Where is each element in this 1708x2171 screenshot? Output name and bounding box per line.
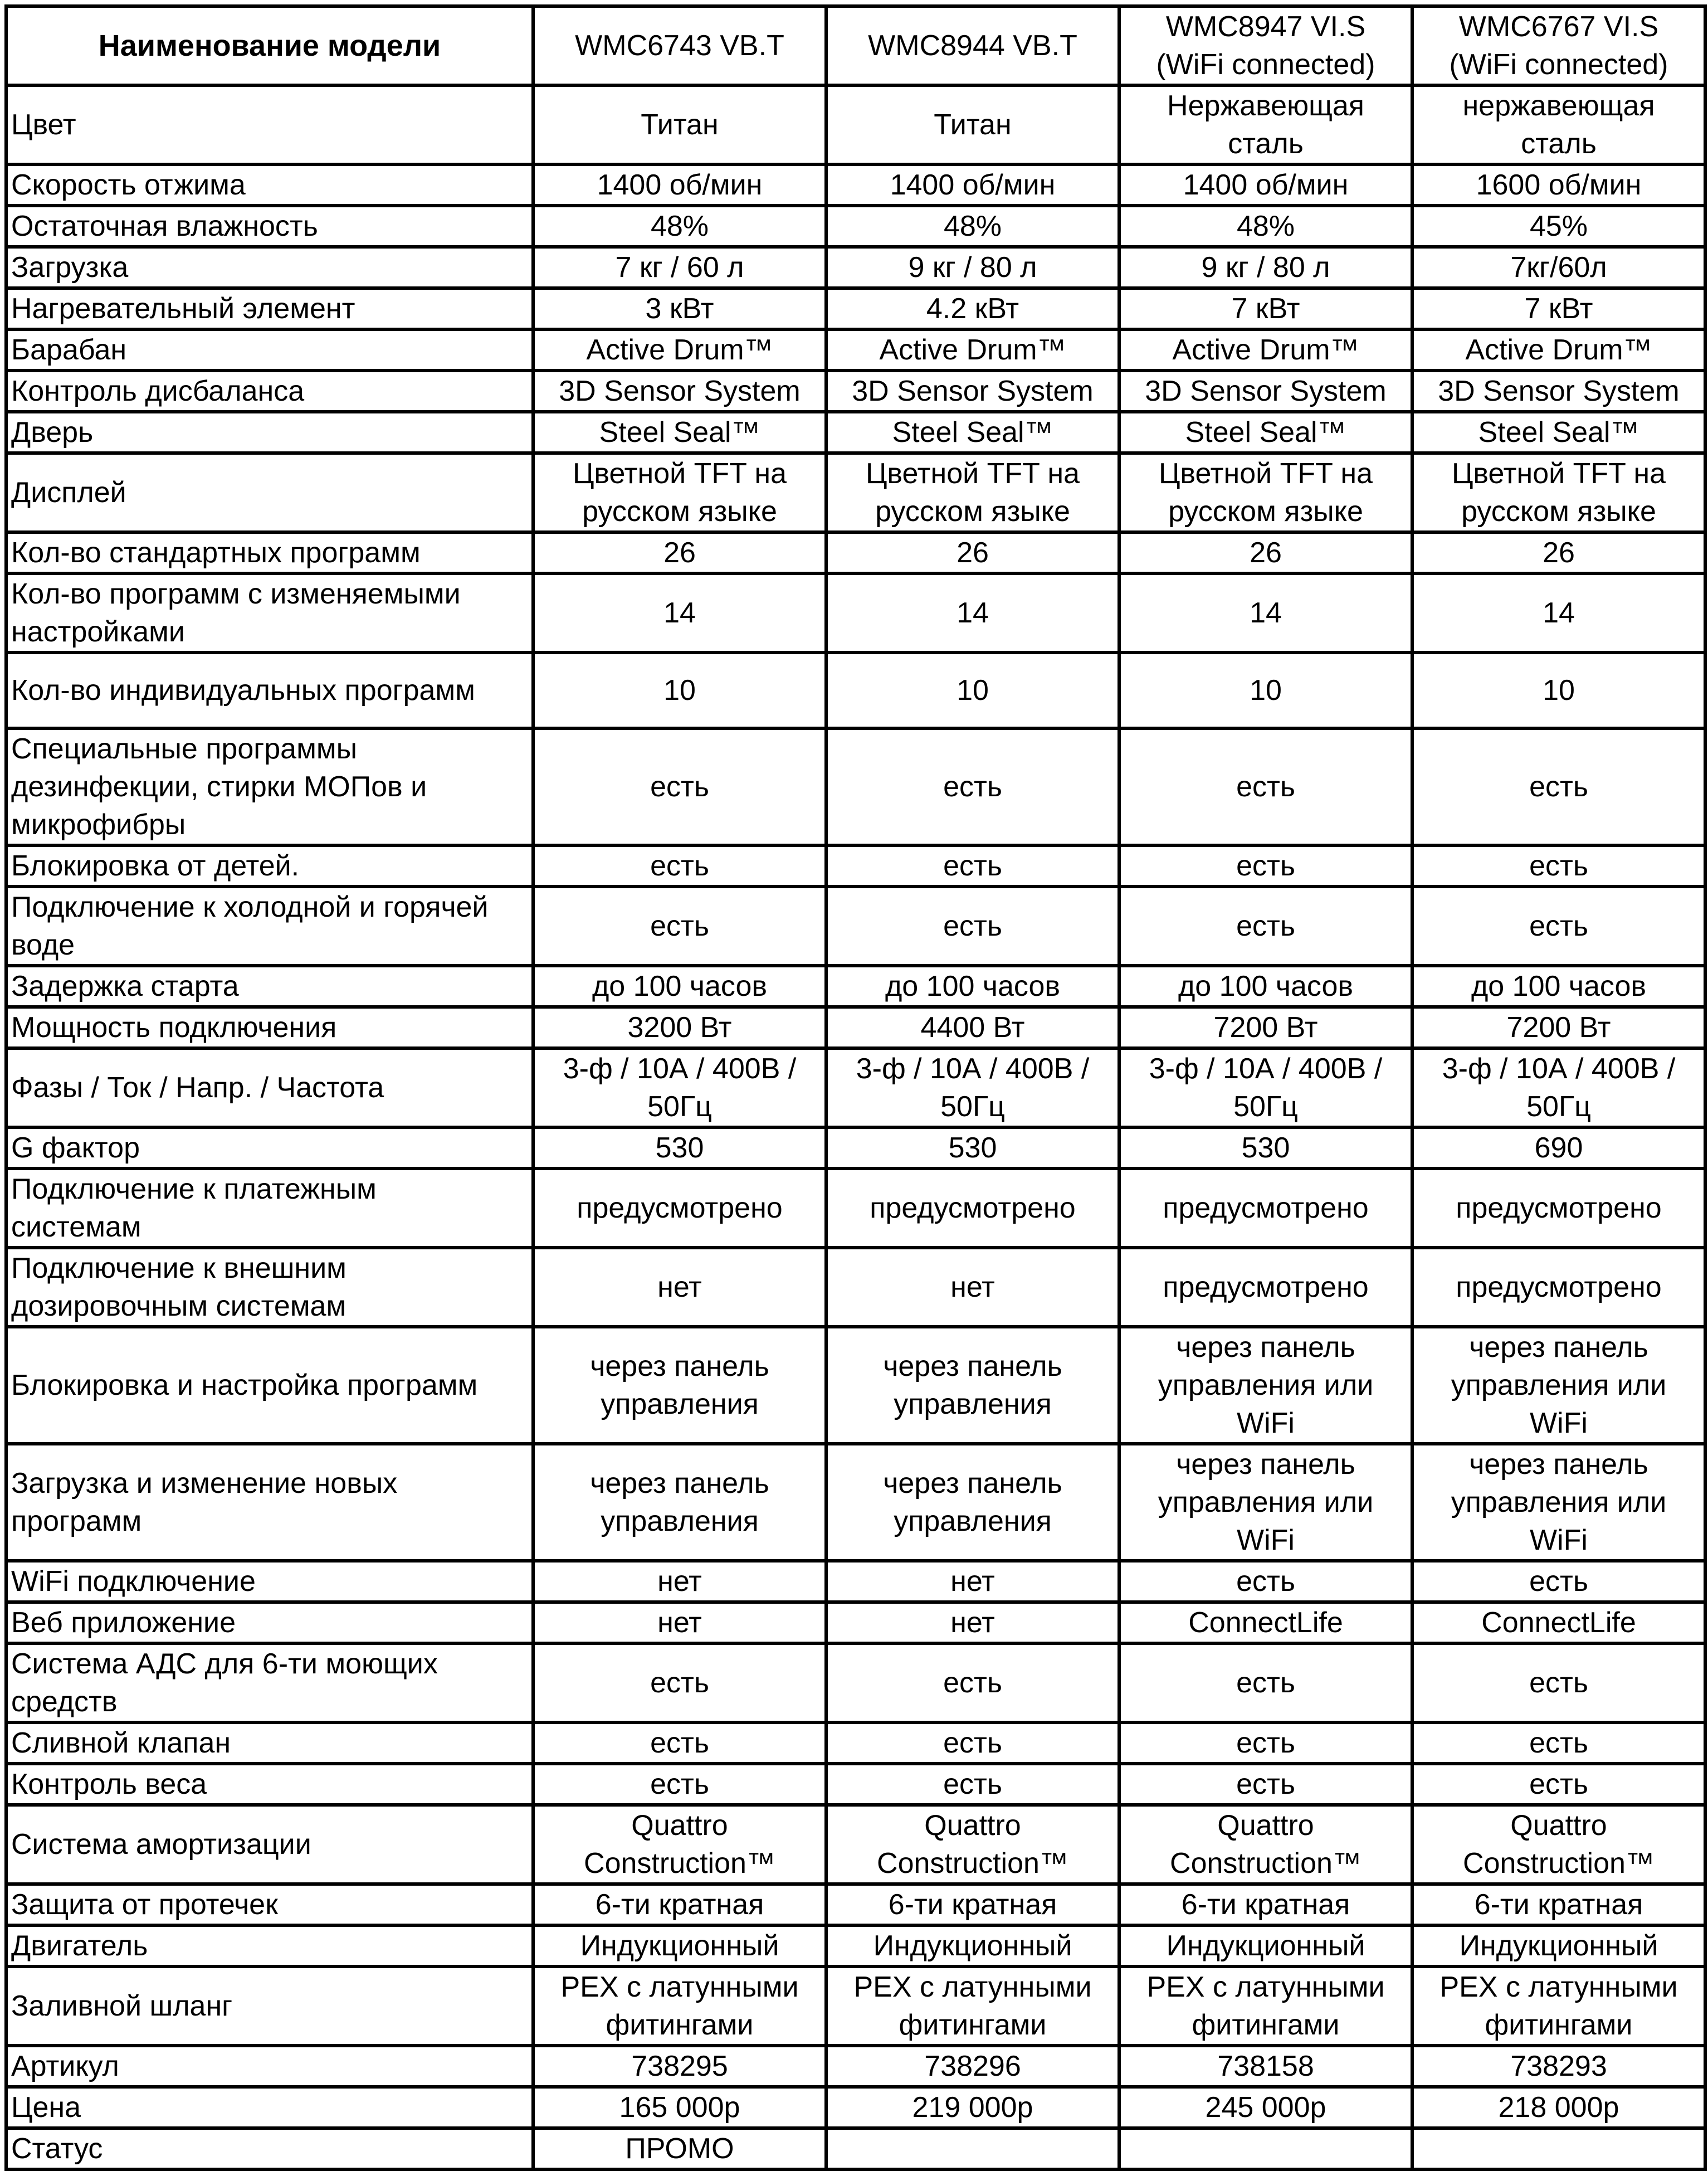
- spec-value-cell: 530: [533, 1127, 826, 1169]
- table-row: [6, 247, 1705, 288]
- table-row: [6, 1561, 1705, 1602]
- spec-value-cell: 3-ф / 10А / 400В / 50Гц: [1119, 1048, 1412, 1127]
- header-row: [6, 6, 1705, 85]
- table-row: [6, 2128, 1705, 2169]
- spec-value-cell: есть: [1412, 1643, 1705, 1722]
- spec-value-cell: 3D Sensor System: [533, 371, 826, 412]
- spec-value-cell: через панель управления или WiFi: [1119, 1327, 1412, 1444]
- table-row: [6, 1966, 1705, 2046]
- spec-value-cell: есть: [1119, 845, 1412, 887]
- spec-value-cell: [1119, 2128, 1412, 2169]
- spec-value-cell: есть: [533, 1643, 826, 1722]
- table-row: [6, 164, 1705, 206]
- model-name: WMC8947 VI.S (WiFi connected): [1119, 6, 1412, 85]
- spec-value-cell: предусмотрено: [1412, 1169, 1705, 1248]
- row-label: Заливной шланг: [6, 1966, 533, 2046]
- model-name: WMC6767 VI.S (WiFi connected): [1412, 6, 1705, 85]
- spec-value-cell: есть: [1119, 1643, 1412, 1722]
- spec-value-cell: ConnectLife: [1412, 1602, 1705, 1643]
- spec-value-cell: через панель управления: [826, 1444, 1119, 1561]
- row-label: Двигатель: [6, 1925, 533, 1966]
- spec-value-cell: Active Drum™: [1412, 329, 1705, 371]
- spec-value-cell: есть: [1412, 728, 1705, 845]
- spec-value-cell: 26: [1412, 532, 1705, 573]
- spec-value-cell: есть: [533, 845, 826, 887]
- spec-value-cell: есть: [533, 887, 826, 966]
- row-label: Подключение к платежным системам: [6, 1169, 533, 1248]
- spec-value-cell: нет: [826, 1248, 1119, 1327]
- table-row: [6, 1643, 1705, 1722]
- spec-value-cell: ПРОМО: [533, 2128, 826, 2169]
- table-row: [6, 85, 1705, 164]
- spec-value-cell: есть: [826, 1764, 1119, 1805]
- model-name: WMC6743 VB.T: [533, 6, 826, 85]
- table-row: [6, 1444, 1705, 1561]
- table-row: [6, 1925, 1705, 1966]
- row-label: Кол-во стандартных программ: [6, 532, 533, 573]
- spec-value-cell: 7 кг / 60 л: [533, 247, 826, 288]
- spec-value-cell: 10: [533, 653, 826, 728]
- table-row: [6, 887, 1705, 966]
- table-row: [6, 1764, 1705, 1805]
- spec-value-cell: 1400 об/мин: [826, 164, 1119, 206]
- spec-value-cell: 9 кг / 80 л: [1119, 247, 1412, 288]
- spec-value-cell: Steel Seal™: [533, 412, 826, 453]
- row-label: Подключение к холодной и горячей воде: [6, 887, 533, 966]
- spec-value-cell: есть: [826, 1643, 1119, 1722]
- row-label: Контроль веса: [6, 1764, 533, 1805]
- table-row: [6, 412, 1705, 453]
- spec-value-cell: Цветной TFT на русском языке: [1119, 453, 1412, 532]
- spec-value-cell: есть: [1412, 1764, 1705, 1805]
- spec-value-cell: через панель управления или WiFi: [1412, 1327, 1705, 1444]
- spec-value-cell: 7200 Вт: [1119, 1007, 1412, 1048]
- spec-value-cell: Цветной TFT на русском языке: [826, 453, 1119, 532]
- spec-value-cell: предусмотрено: [1119, 1248, 1412, 1327]
- spec-value-cell: 1400 об/мин: [533, 164, 826, 206]
- spec-value-cell: 690: [1412, 1127, 1705, 1169]
- table-row: [6, 371, 1705, 412]
- spec-value-cell: через панель управления: [533, 1444, 826, 1561]
- spec-value-cell: предусмотрено: [1412, 1248, 1705, 1327]
- spec-value-cell: есть: [1119, 728, 1412, 845]
- table-row: [6, 1722, 1705, 1764]
- spec-value-cell: Quattro Construction™: [826, 1805, 1119, 1884]
- spec-value-cell: 3D Sensor System: [1412, 371, 1705, 412]
- row-label: Подключение к внешним дозировочным системам: [6, 1248, 533, 1327]
- spec-value-cell: 26: [826, 532, 1119, 573]
- row-label: G фактор: [6, 1127, 533, 1169]
- spec-value-cell: 218 000р: [1412, 2087, 1705, 2128]
- spec-value-cell: предусмотрено: [1119, 1169, 1412, 1248]
- spec-value-cell: Steel Seal™: [1412, 412, 1705, 453]
- spec-value-cell: есть: [1412, 845, 1705, 887]
- spec-value-cell: 14: [826, 573, 1119, 653]
- spec-value-cell: 738296: [826, 2046, 1119, 2087]
- spec-value-cell: нет: [533, 1248, 826, 1327]
- row-label: Артикул: [6, 2046, 533, 2087]
- spec-value-cell: Quattro Construction™: [1412, 1805, 1705, 1884]
- spec-value-cell: 14: [1119, 573, 1412, 653]
- spec-rows: [6, 85, 1705, 2169]
- spec-value-cell: есть: [533, 1722, 826, 1764]
- table-row: [6, 1007, 1705, 1048]
- spec-value-cell: есть: [1119, 1722, 1412, 1764]
- spec-value-cell: 219 000р: [826, 2087, 1119, 2128]
- table-row: [6, 329, 1705, 371]
- spec-value-cell: через панель управления: [826, 1327, 1119, 1444]
- table-row: [6, 1169, 1705, 1248]
- spec-value-cell: есть: [1119, 1764, 1412, 1805]
- spec-value-cell: 48%: [826, 206, 1119, 247]
- spec-value-cell: нет: [826, 1602, 1119, 1643]
- spec-value-cell: 3200 Вт: [533, 1007, 826, 1048]
- row-label: Защита от протечек: [6, 1884, 533, 1925]
- spec-value-cell: Quattro Construction™: [1119, 1805, 1412, 1884]
- spec-value-cell: 7 кВт: [1412, 288, 1705, 329]
- row-label: Цвет: [6, 85, 533, 164]
- row-label: Нагревательный элемент: [6, 288, 533, 329]
- spec-value-cell: Active Drum™: [826, 329, 1119, 371]
- table-row: [6, 2087, 1705, 2128]
- spec-value-cell: 4.2 кВт: [826, 288, 1119, 329]
- spec-value-cell: Титан: [533, 85, 826, 164]
- spec-value-cell: 10: [1119, 653, 1412, 728]
- spec-value-cell: 245 000р: [1119, 2087, 1412, 2128]
- spec-value-cell: 738158: [1119, 2046, 1412, 2087]
- spec-value-cell: 26: [1119, 532, 1412, 573]
- spec-value-cell: есть: [1119, 1561, 1412, 1602]
- spec-value-cell: 10: [1412, 653, 1705, 728]
- spec-value-cell: есть: [533, 728, 826, 845]
- table-row: [6, 966, 1705, 1007]
- spec-value-cell: 3-ф / 10А / 400В / 50Гц: [826, 1048, 1119, 1127]
- spec-value-cell: 45%: [1412, 206, 1705, 247]
- spec-value-cell: до 100 часов: [826, 966, 1119, 1007]
- spec-value-cell: через панель управления или WiFi: [1412, 1444, 1705, 1561]
- spec-value-cell: есть: [1412, 887, 1705, 966]
- spec-value-cell: есть: [826, 845, 1119, 887]
- spec-value-cell: есть: [533, 1764, 826, 1805]
- row-label: Дисплей: [6, 453, 533, 532]
- spec-value-cell: 7200 Вт: [1412, 1007, 1705, 1048]
- spec-value-cell: Нержавеющая сталь: [1119, 85, 1412, 164]
- spec-value-cell: Индукционный: [1412, 1925, 1705, 1966]
- spec-value-cell: 48%: [1119, 206, 1412, 247]
- spec-value-cell: 48%: [533, 206, 826, 247]
- spec-value-cell: PEX с латунными фитингами: [1412, 1966, 1705, 2046]
- spec-value-cell: 1400 об/мин: [1119, 164, 1412, 206]
- row-label: Остаточная влажность: [6, 206, 533, 247]
- spec-value-cell: есть: [1119, 887, 1412, 966]
- spec-value-cell: до 100 часов: [533, 966, 826, 1007]
- row-label: Загрузка: [6, 247, 533, 288]
- table-row: [6, 1327, 1705, 1444]
- spec-value-cell: нержавеющая сталь: [1412, 85, 1705, 164]
- spec-value-cell: есть: [826, 887, 1119, 966]
- row-label: WiFi подключение: [6, 1561, 533, 1602]
- spec-value-cell: 165 000р: [533, 2087, 826, 2128]
- spec-value-cell: есть: [826, 728, 1119, 845]
- row-label: Веб приложение: [6, 1602, 533, 1643]
- spec-value-cell: 4400 Вт: [826, 1007, 1119, 1048]
- row-label: Мощность подключения: [6, 1007, 533, 1048]
- table-row: [6, 1602, 1705, 1643]
- table-row: [6, 1884, 1705, 1925]
- row-label: Задержка старта: [6, 966, 533, 1007]
- spec-value-cell: 10: [826, 653, 1119, 728]
- spec-value-cell: Active Drum™: [1119, 329, 1412, 371]
- spec-value-cell: через панель управления: [533, 1327, 826, 1444]
- spec-value-cell: 7 кВт: [1119, 288, 1412, 329]
- spec-value-cell: ConnectLife: [1119, 1602, 1412, 1643]
- spec-value-cell: 26: [533, 532, 826, 573]
- spec-value-cell: 738295: [533, 2046, 826, 2087]
- table-row: [6, 532, 1705, 573]
- row-label: Дверь: [6, 412, 533, 453]
- header-label: Наименование модели: [6, 6, 533, 85]
- spec-value-cell: 14: [1412, 573, 1705, 653]
- spec-value-cell: до 100 часов: [1119, 966, 1412, 1007]
- spec-value-cell: 9 кг / 80 л: [826, 247, 1119, 288]
- spec-value-cell: предусмотрено: [533, 1169, 826, 1248]
- spec-value-cell: 6-ти кратная: [1412, 1884, 1705, 1925]
- spec-value-cell: Титан: [826, 85, 1119, 164]
- spec-value-cell: 3D Sensor System: [1119, 371, 1412, 412]
- row-label: Сливной клапан: [6, 1722, 533, 1764]
- spec-value-cell: Цветной TFT на русском языке: [533, 453, 826, 532]
- spec-value-cell: 3-ф / 10А / 400В / 50Гц: [533, 1048, 826, 1127]
- table-row: [6, 1048, 1705, 1127]
- table-row: [6, 2046, 1705, 2087]
- spec-value-cell: нет: [826, 1561, 1119, 1602]
- row-label: Барабан: [6, 329, 533, 371]
- row-label: Контроль дисбаланса: [6, 371, 533, 412]
- spec-value-cell: через панель управления или WiFi: [1119, 1444, 1412, 1561]
- spec-value-cell: 738293: [1412, 2046, 1705, 2087]
- table-row: [6, 653, 1705, 728]
- spec-value-cell: есть: [1412, 1722, 1705, 1764]
- row-label: Система АДС для 6-ти моющих средств: [6, 1643, 533, 1722]
- spec-value-cell: 1600 об/мин: [1412, 164, 1705, 206]
- spec-value-cell: 6-ти кратная: [1119, 1884, 1412, 1925]
- table-row: [6, 728, 1705, 845]
- table-row: [6, 845, 1705, 887]
- row-label: Скорость отжима: [6, 164, 533, 206]
- spec-value-cell: Индукционный: [826, 1925, 1119, 1966]
- spec-value-cell: 3 кВт: [533, 288, 826, 329]
- spec-value-cell: 6-ти кратная: [533, 1884, 826, 1925]
- spec-value-cell: Steel Seal™: [1119, 412, 1412, 453]
- row-label: Статус: [6, 2128, 533, 2169]
- model-name: WMC8944 VB.T: [826, 6, 1119, 85]
- spec-value-cell: [1412, 2128, 1705, 2169]
- row-label: Блокировка и настройка программ: [6, 1327, 533, 1444]
- row-label: Фазы / Ток / Напр. / Частота: [6, 1048, 533, 1127]
- spec-value-cell: 14: [533, 573, 826, 653]
- table-row: [6, 1248, 1705, 1327]
- spec-value-cell: есть: [826, 1722, 1119, 1764]
- spec-value-cell: есть: [1412, 1561, 1705, 1602]
- table-row: [6, 453, 1705, 532]
- spec-value-cell: Steel Seal™: [826, 412, 1119, 453]
- table-row: [6, 288, 1705, 329]
- spec-value-cell: до 100 часов: [1412, 966, 1705, 1007]
- spec-value-cell: [826, 2128, 1119, 2169]
- row-label: Кол-во индивидуальных программ: [6, 653, 533, 728]
- spec-value-cell: PEX с латунными фитингами: [533, 1966, 826, 2046]
- spec-value-cell: PEX с латунными фитингами: [826, 1966, 1119, 2046]
- spec-value-cell: Индукционный: [1119, 1925, 1412, 1966]
- table-row: [6, 573, 1705, 653]
- spec-value-cell: Цветной TFT на русском языке: [1412, 453, 1705, 532]
- spec-value-cell: 530: [1119, 1127, 1412, 1169]
- row-label: Система амортизации: [6, 1805, 533, 1884]
- spec-value-cell: PEX с латунными фитингами: [1119, 1966, 1412, 2046]
- spec-value-cell: 6-ти кратная: [826, 1884, 1119, 1925]
- spec-value-cell: Active Drum™: [533, 329, 826, 371]
- spec-value-cell: нет: [533, 1602, 826, 1643]
- spec-comparison-table: [4, 4, 1707, 2171]
- table-row: [6, 1127, 1705, 1169]
- spec-value-cell: предусмотрено: [826, 1169, 1119, 1248]
- spec-value-cell: 3D Sensor System: [826, 371, 1119, 412]
- table-row: [6, 1805, 1705, 1884]
- row-label: Загрузка и изменение новых программ: [6, 1444, 533, 1561]
- spec-value-cell: 7кг/60л: [1412, 247, 1705, 288]
- table-row: [6, 206, 1705, 247]
- row-label: Кол-во программ с изменяемыми настройками: [6, 573, 533, 653]
- spec-value-cell: 3-ф / 10А / 400В / 50Гц: [1412, 1048, 1705, 1127]
- spec-value-cell: 530: [826, 1127, 1119, 1169]
- row-label: Блокировка от детей.: [6, 845, 533, 887]
- row-label: Специальные программы дезинфекции, стирки МОПов и микрофибры: [6, 728, 533, 845]
- spec-value-cell: Индукционный: [533, 1925, 826, 1966]
- spec-value-cell: нет: [533, 1561, 826, 1602]
- row-label: Цена: [6, 2087, 533, 2128]
- spec-value-cell: Quattro Construction™: [533, 1805, 826, 1884]
